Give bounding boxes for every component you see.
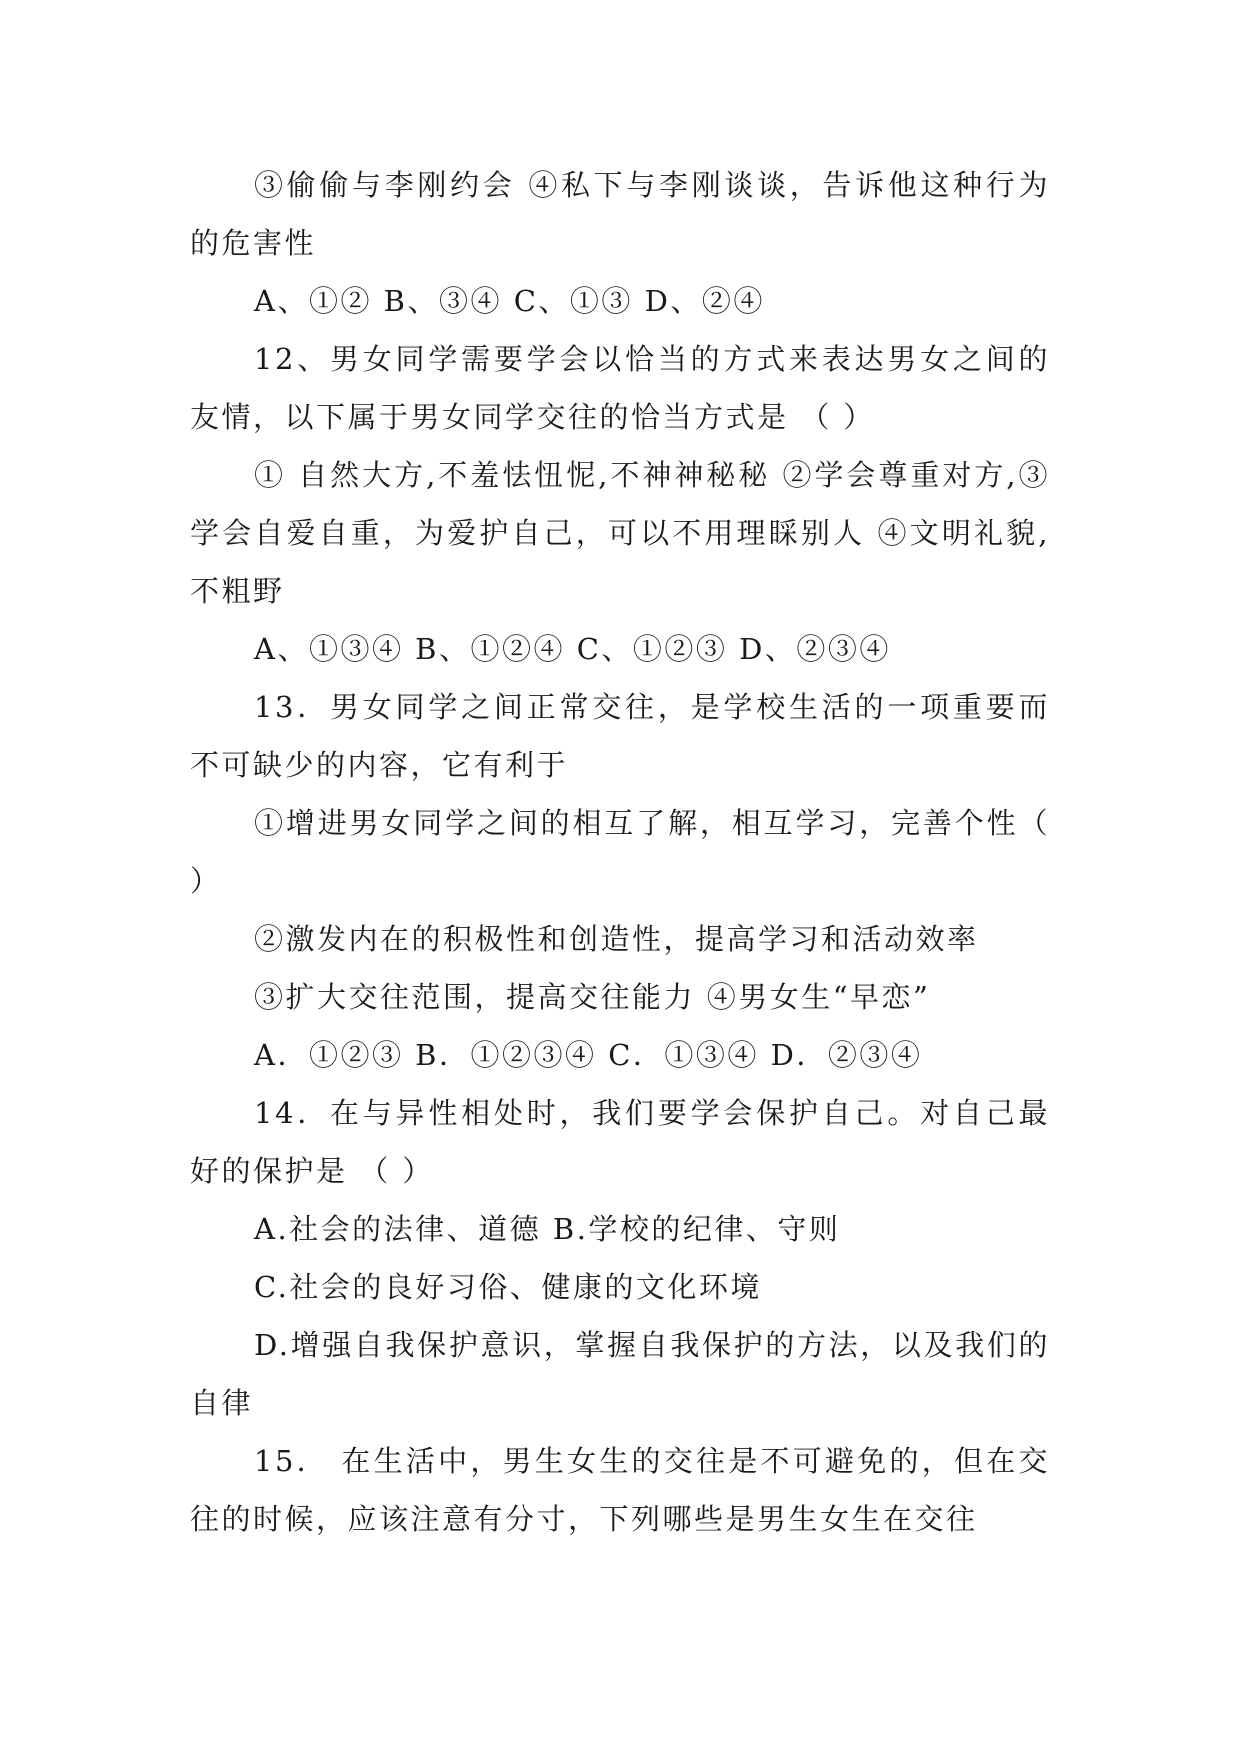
question-11-options-continued: ③偷偷与李刚约会 ④私下与李刚谈谈，告诉他这种行为的危害性 [190, 168, 1050, 260]
question-13-stem: 13．男女同学之间正常交往，是学校生活的一项重要而不可缺少的内容，它有利于 [190, 690, 1050, 782]
question-12-answer-choices: A、①③④ B、①②④ C、①②③ D、②③④ [254, 632, 891, 666]
question-14-choice-d: D.增强自我保护意识，掌握自我保护的方法，以及我们的自律 [190, 1328, 1050, 1420]
question-13-option-2: ②激发内在的积极性和创造性，提高学习和活动效率 [254, 922, 979, 956]
question-14-choice-c: C.社会的良好习俗、健康的文化环境 [254, 1270, 762, 1304]
question-13-option-3-4: ③扩大交往范围，提高交往能力 ④男女生“早恋” [254, 980, 931, 1014]
question-13-answer-choices: A．①②③ B．①②③④ C．①③④ D．②③④ [254, 1038, 923, 1072]
question-14-stem: 14．在与异性相处时，我们要学会保护自己。对自己最好的保护是 （ ） [190, 1096, 1050, 1188]
question-12-stem: 12、男女同学需要学会以恰当的方式来表达男女之间的友情，以下属于男女同学交往的恰当方式是 （ ） [190, 342, 1050, 434]
question-12-options: ① 自然大方,不羞怯忸怩,不神神秘秘 ②学会尊重对方,③学会自爱自重，为爱护自己，可以不用理睬别人 ④文明礼貌,不粗野 [190, 458, 1050, 608]
document-body [190, 156, 1050, 1548]
question-14-choice-a-b: A.社会的法律、道德 B.学校的纪律、守则 [254, 1212, 841, 1246]
question-13-option-1: ①增进男女同学之间的相互了解，相互学习，完善个性（ ） [190, 806, 1050, 898]
question-15-stem: 15． 在生活中，男生女生的交往是不可避免的，但在交往的时候，应该注意有分寸，下列哪些是男生女生在交往 [190, 1444, 1050, 1536]
question-11-answer-choices: A、①② B、③④ C、①③ D、②④ [254, 284, 765, 318]
